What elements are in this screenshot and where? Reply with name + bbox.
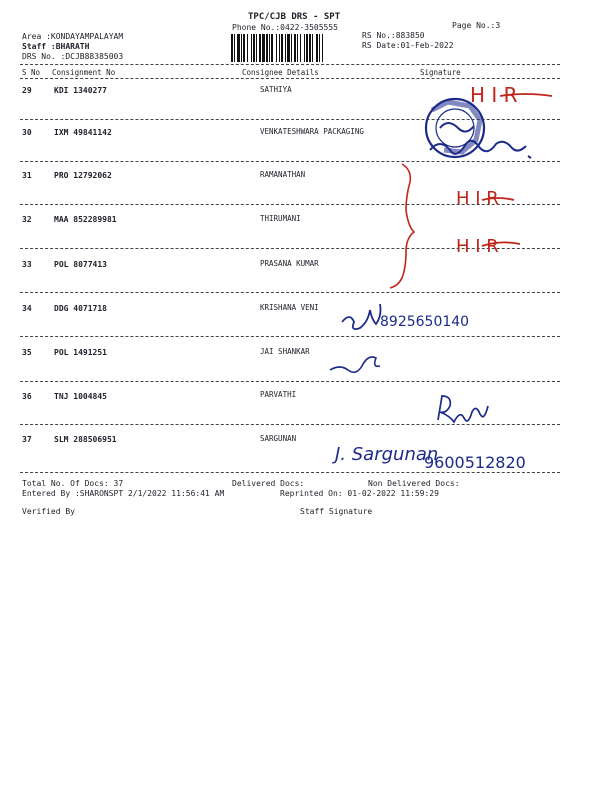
row-consignee: SATHIYA — [260, 85, 292, 94]
row-consignment-no: TNJ 1004845 — [54, 392, 107, 401]
divider — [20, 472, 560, 473]
col-signature-header: Signature — [420, 68, 461, 77]
row-consignee: PRASANA KUMAR — [260, 259, 319, 268]
barcode-bar — [300, 34, 301, 62]
row-sno: 37 — [22, 435, 32, 444]
total-docs: Total No. Of Docs: 37 — [22, 479, 124, 488]
barcode-bar — [269, 34, 270, 62]
drs-number: DRS No. :DCJB88385003 — [22, 52, 124, 61]
barcode-bar — [312, 34, 313, 62]
row-consignment-no: IXM 49841142 — [54, 128, 112, 137]
barcode-bar — [256, 34, 257, 62]
signature-row-35 — [330, 357, 380, 372]
signature-name-row-37: J. Sargunan — [335, 444, 439, 465]
row-sno: 31 — [22, 171, 32, 180]
row-consignee: THIRUMANI — [260, 214, 301, 223]
rs-number: RS No.:883850 — [362, 31, 425, 40]
barcode-bar — [271, 34, 273, 62]
row-divider — [20, 248, 560, 249]
row-sno: 32 — [22, 215, 32, 224]
barcode-bar — [306, 34, 308, 62]
barcode-bar — [276, 34, 277, 62]
row-consignment-no: POL 1491251 — [54, 348, 107, 357]
barcode-bar — [253, 34, 255, 62]
barcode-bar — [309, 34, 311, 62]
row-consignment-no: POL 8077413 — [54, 260, 107, 269]
barcode-bar — [287, 34, 290, 62]
verified-by-label: Verified By — [22, 507, 75, 516]
hir-mark-1: H I R — [470, 83, 518, 107]
row-consignee: SARGUNAN — [260, 434, 297, 443]
phone-row-34: 8925650140 — [380, 314, 470, 330]
signature-row-34 — [342, 304, 381, 329]
barcode-bar — [291, 34, 292, 62]
col-consignee-header: Consignee Details — [242, 68, 319, 77]
barcode-bar — [316, 34, 318, 62]
row-consignment-no: MAA 852289981 — [54, 215, 117, 224]
barcode-bar — [294, 34, 296, 62]
staff-signature-label: Staff Signature — [300, 507, 373, 516]
staff-label: Staff :BHARATH — [22, 42, 90, 51]
barcode-bar — [279, 34, 280, 62]
row-consignee: PARVATHI — [260, 390, 297, 399]
barcode-bar — [241, 34, 242, 62]
phone-row-37: 9600512820 — [424, 453, 526, 472]
rs-date: RS Date:01-Feb-2022 — [362, 41, 454, 50]
barcode-bar — [322, 34, 323, 62]
barcode-bar — [285, 34, 286, 62]
row-divider — [20, 161, 560, 162]
row-consignee: RAMANATHAN — [260, 170, 306, 179]
divider — [20, 78, 560, 79]
phone-number: Phone No.:0422-3505555 — [232, 23, 338, 32]
row-divider — [20, 292, 560, 293]
row-sno: 35 — [22, 348, 32, 357]
entered-by: Entered By :SHARONSPT 2/1/2022 11:56:41 AM — [22, 489, 225, 498]
row-sno: 34 — [22, 304, 32, 313]
area-label: Area :KONDAYAMPALAYAM — [22, 32, 124, 41]
row-divider — [20, 424, 560, 425]
row-divider — [20, 119, 560, 120]
row-divider — [20, 336, 560, 337]
divider — [20, 64, 560, 65]
row-sno: 29 — [22, 86, 32, 95]
row-consignee: JAI SHANKAR — [260, 347, 310, 356]
barcode-image — [230, 34, 356, 62]
hir-mark-2: H I R — [456, 188, 499, 209]
barcode-bar — [231, 34, 233, 62]
red-brace — [390, 164, 414, 288]
barcode-bar — [247, 34, 248, 62]
company-stamp — [426, 99, 484, 157]
row-sno: 30 — [22, 128, 32, 137]
row-divider — [20, 381, 560, 382]
sheet-title: TPC/CJB DRS - SPT — [248, 12, 341, 22]
row-sno: 36 — [22, 392, 32, 401]
hir-mark-3: H I R — [456, 236, 499, 257]
row-consignment-no: KDI 1340277 — [54, 86, 107, 95]
reprinted-on: Reprinted On: 01-02-2022 11:59:29 — [280, 489, 439, 498]
barcode-bar — [281, 34, 283, 62]
row-sno: 33 — [22, 260, 32, 269]
signature-row-30 — [430, 141, 531, 158]
row-divider — [20, 204, 560, 205]
barcode-bar — [266, 34, 268, 62]
barcode-bar — [304, 34, 305, 62]
row-consignment-no: SLM 288506951 — [54, 435, 117, 444]
barcode-bar — [237, 34, 240, 62]
barcode-bar — [234, 34, 235, 62]
barcode-bar — [297, 34, 298, 62]
delivered-docs: Delivered Docs: — [232, 479, 305, 488]
barcode-bar — [319, 34, 320, 62]
signature-row-36 — [438, 396, 488, 422]
row-consignee: VENKATESHWARA PACKAGING — [260, 127, 364, 136]
barcode-bar — [251, 34, 252, 62]
barcode-bar — [259, 34, 261, 62]
row-consignee: KRISHANA VENI — [260, 303, 319, 312]
barcode-bar — [262, 34, 265, 62]
col-sno-header: S No — [22, 68, 41, 77]
row-consignment-no: PRO 12792062 — [54, 171, 112, 180]
col-consignment-header: Consignment No — [52, 68, 116, 77]
non-delivered-docs: Non Delivered Docs: — [368, 479, 460, 488]
page-number: Page No.:3 — [452, 21, 501, 30]
row-consignment-no: DDG 4071718 — [54, 304, 107, 313]
barcode-bar — [243, 34, 245, 62]
